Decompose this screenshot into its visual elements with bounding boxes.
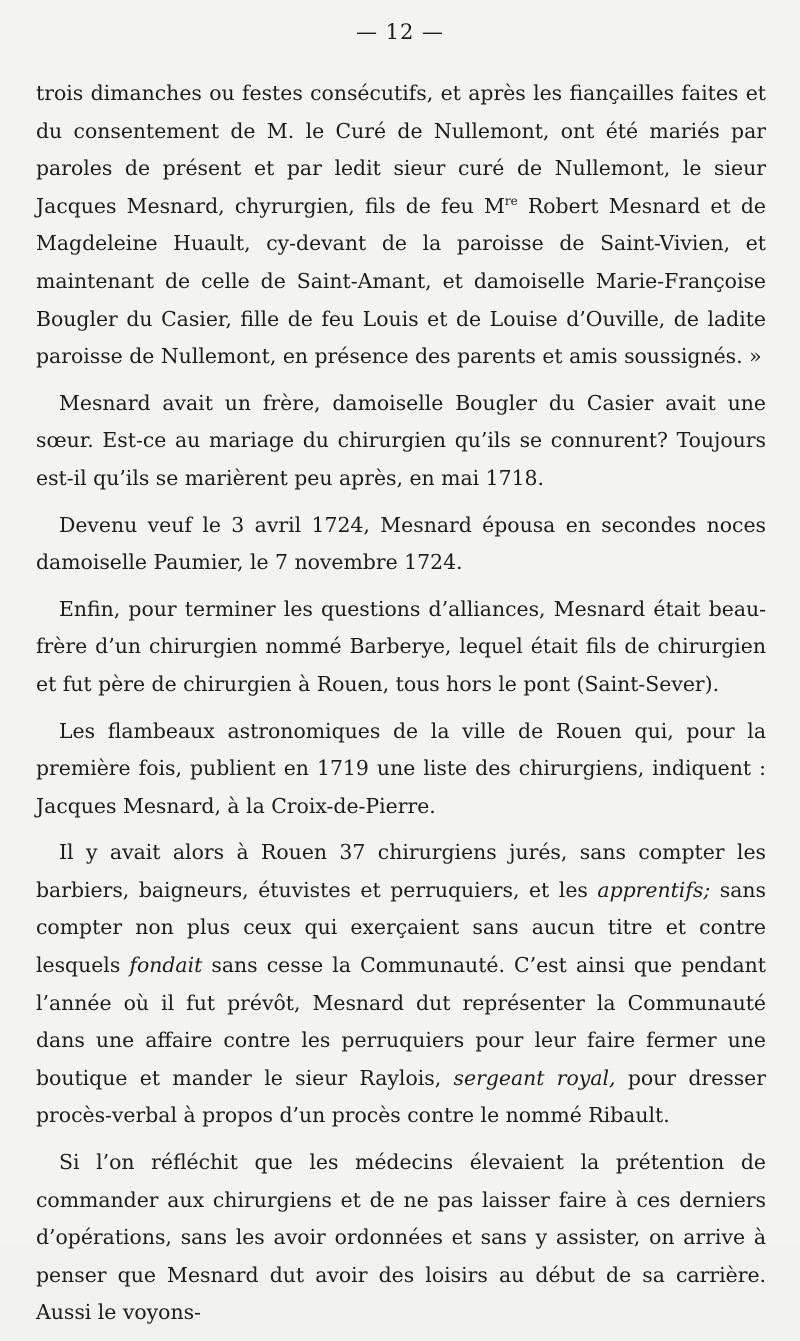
- paragraph-6: [36, 834, 766, 1135]
- paragraph-6-text-b: sans compter non plus ceux qui exerçaient sans aucun titre et contre lesquels: [36, 877, 766, 978]
- italic-fondait: fondait: [129, 953, 203, 978]
- paragraph-1-text-b: Robert Mesnard et de Magdeleine Huault, cy-devant de la paroisse de Saint-Vivien, et maintenant de celle de Saint-Amant, et damoiselle Marie-Françoise Bougler du Casier, fille de feu Louis et de Louise d’Ouville, de ladite paroisse de Nullemont, en présence des parents et amis soussignés. »: [36, 193, 766, 369]
- paragraph-6-text-a: Il y avait alors à Rouen 37 chirurgiens jurés, sans compter les barbiers, baigneurs, étuvistes et perruquiers, et les: [36, 840, 766, 902]
- paragraph-2: Mesnard avait un frère, damoiselle Bougler du Casier avait une sœur. Est-ce au mariage du chirurgien qu’ils se connurent? Toujours est-il qu’ils se marièrent peu après, en mai 1718.: [36, 390, 766, 490]
- paragraph-7: Si l’on réfléchit que les médecins élevaient la prétention de commander aux chirurgiens et de ne pas laisser faire à ces derniers d’opérations, sans les avoir ordonnées et sans y assister, on arrive à penser que Mesnard dut avoir des loisirs au début de sa carrière. Aussi le voyons-: [36, 1150, 766, 1325]
- paragraph-4: Enfin, pour terminer les questions d’alliances, Mesnard était beau-frère d’un chirurgien nommé Barberye, lequel était fils de chirurgien et fut père de chirurgien à Rouen, tous hors le pont (Saint-Sever).: [36, 596, 766, 696]
- paragraph-5: Les flambeaux astronomiques de la ville de Rouen qui, pour la première fois, publient en 1719 une liste des chirurgiens, indiquent : Jacques Mesnard, à la Croix-de-Pierre.: [36, 718, 766, 818]
- body-text: [36, 75, 766, 1341]
- paragraph-1-text-a: trois dimanches ou festes consécutifs, et après les fiançailles faites et du consentement de M. le Curé de Nullemont, ont été mariés par paroles de présent et par ledit sieur curé de Nullemont, le sieur Jacques Mesnard, chyrurgien, fils de feu M: [36, 81, 766, 218]
- page-number: — 12 —: [355, 20, 445, 44]
- paragraph-1: [36, 75, 766, 376]
- italic-apprentifs: apprentifs;: [597, 877, 711, 902]
- paragraph-1-superscript: re: [504, 193, 518, 208]
- paragraph-6-text-d: pour dresser procès-verbal à propos d’un procès contre le nommé Ribault.: [36, 1065, 766, 1128]
- paragraph-6-text-c: sans cesse la Communauté. C’est ainsi que pendant l’année où il fut prévôt, Mesnard dut représenter la Communauté dans une affaire contre les perruquiers pour leur faire fermer une boutique et mander le sieur Raylois,: [36, 953, 766, 1090]
- italic-sergeant-royal: sergeant royal,: [453, 1065, 616, 1090]
- paragraph-3: Devenu veuf le 3 avril 1724, Mesnard épousa en secondes noces damoiselle Paumier, le 7 novembre 1724.: [36, 512, 766, 575]
